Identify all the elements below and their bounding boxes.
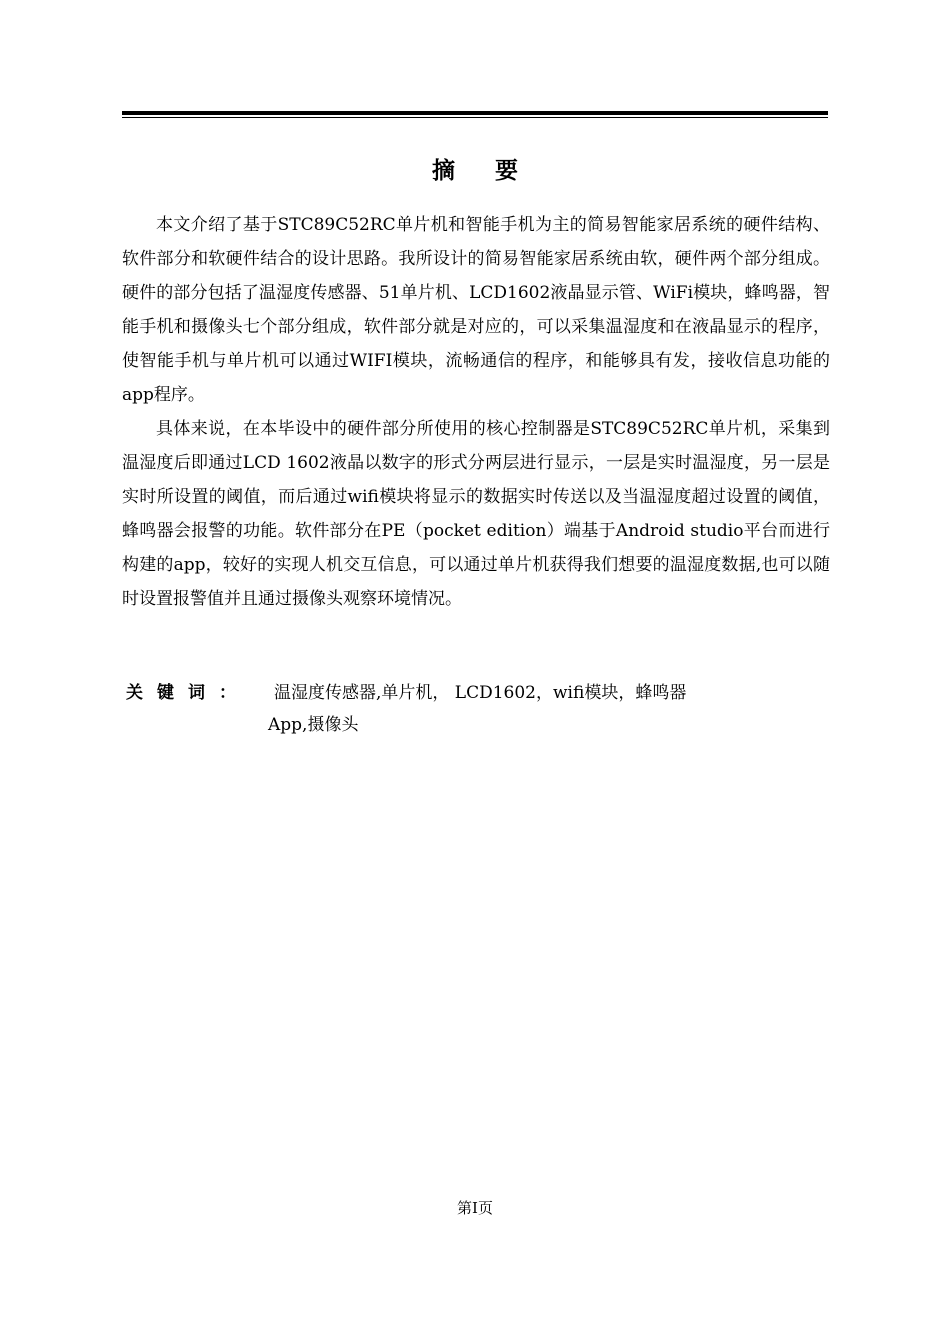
keywords-line-2: App,摄像头 xyxy=(268,715,359,735)
abstract-paragraph-2: 具体来说，在本毕设中的硬件部分所使用的核心控制器是STC89C52RC单片机，采集到温湿度后即通过LCD 1602液晶以数字的形式分两层进行显示，一层是实时温湿度，另一层是实时所设置的阈值，而后通过wifi模块将显示的数据实时传送以及当温湿度超过设置的阈值，蜂鸣器会报警的功能。软件部分在PE（pocket edition）端基于Android studio平台而进行构建的app，较好的实现人机交互信息，可以通过单片机获得我们想要的温湿度数据,也可以随时设置报警值并且通过摄像头观察环境情况。 xyxy=(122,419,830,609)
abstract-title: 摘要 xyxy=(432,157,558,184)
header-rule-thin xyxy=(122,117,828,118)
abstract-paragraph-1: 本文介绍了基于STC89C52RC单片机和智能手机为主的简易智能家居系统的硬件结构、软件部分和软硬件结合的设计思路。我所设计的简易智能家居系统由软，硬件两个部分组成。硬件的部分包括了温湿度传感器、51单片机、LCD1602液晶显示管、WiFi模块，蜂鸣器，智能手机和摄像头七个部分组成，软件部分就是对应的，可以采集温湿度和在液晶显示的程序，使智能手机与单片机可以通过WIFI模块，流畅通信的程序，和能够具有发，接收信息功能的app程序。 xyxy=(122,215,830,405)
keywords-line-1: 温湿度传感器,单片机， LCD1602，wifi模块，蜂鸣器 xyxy=(274,683,687,703)
header-rule-thick xyxy=(122,111,828,115)
abstract-body xyxy=(122,208,830,616)
page-number: 第I页 xyxy=(457,1199,493,1217)
keywords-label: 关键词： xyxy=(126,683,250,703)
